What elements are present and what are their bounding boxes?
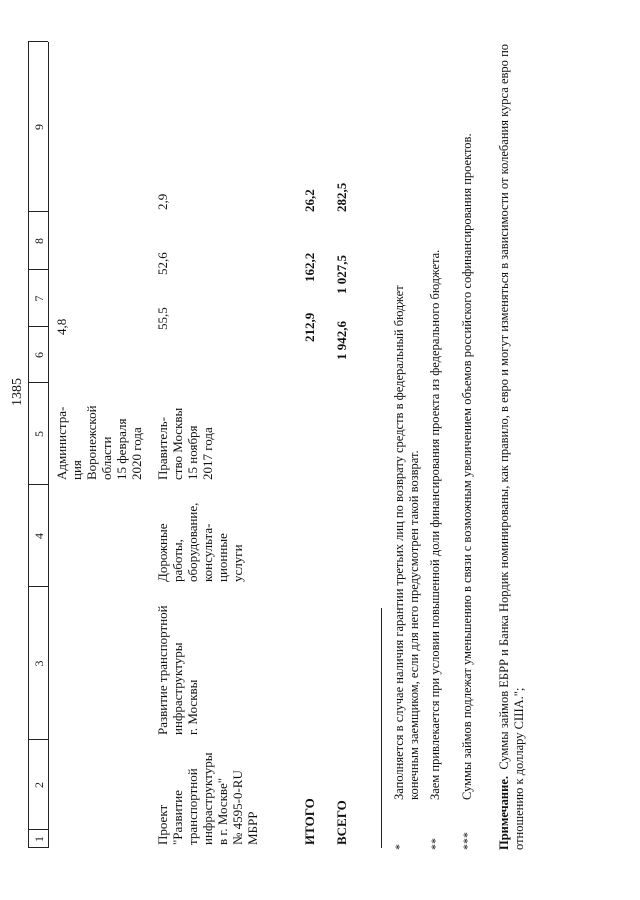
footnote-mark: * [392,844,406,850]
footnote-mark: *** [460,832,474,850]
table-cell-amount: 2,9 [155,193,170,210]
note-paragraph [497,44,527,850]
table-cell-project: Проект "Развитие транспортной инфраструктуры в г. Москве" № 4595-0-RU МБРР [155,752,260,845]
table-cell-borrower: Правитель- ство Москвы 15 ноября 2017 года [155,407,215,480]
column-number: 3 [32,660,46,667]
table-top-border [28,42,29,848]
total-label: ИТОГО [302,798,317,845]
footnote-text: Заполняется в случае наличия гарантии третьих лиц по возврату средств в федеральный бюджет конечным заемщиком, если для него предусмотрен такой возврат. [392,285,421,800]
total-value: 162,2 [302,252,317,282]
total-value: 26,2 [302,189,317,212]
grand-total-value: 282,5 [334,182,349,212]
page-number: 1385 [10,378,25,406]
column-number: 5 [32,431,46,437]
grand-total-value: 1 942,6 [334,321,349,360]
column-number: 8 [32,238,46,244]
total-value: 212,9 [302,312,317,342]
table-cell-amount: 52,6 [155,252,170,275]
column-number: 6 [32,352,46,358]
column-number: 7 [32,295,46,302]
footnote-text: Заем привлекается при условии повышенной доли финансирования проекта из федерального бюджета. [428,249,442,800]
grand-total-label: ВСЕГО [334,800,349,845]
column-number: 1 [32,836,46,842]
table-cell-amount: 4,8 [54,318,69,335]
table-cell-use: Дорожные работы, оборудование, консульта- ционные услуги [155,502,245,582]
column-number: 9 [32,124,46,130]
table-cell-purpose: Развитие транспортной инфраструктуры г. Москвы [155,605,200,735]
footnote-mark: ** [428,838,442,850]
column-number: 4 [32,533,46,539]
table-cell-amount: 55,5 [155,307,170,330]
header-bottom-border [48,42,49,848]
note-text: Суммы займов ЕБРР и Банка Нордик номинированы, как правило, в евро и могут изменяться в зависимости от колебания курса евро по отношению к доллару США."; [497,43,526,850]
footnote-text: Суммы займов подлежат уменьшению в связи с возможным увеличением объемов российского софинансирования проектов. [460,133,474,800]
footnote-separator [381,608,382,848]
table-cell-borrower: Администра- ция Воронежской области 15 февраля 2020 года [54,405,144,480]
column-number: 2 [32,782,46,788]
note-label: Примечание. [497,775,511,850]
grand-total-value: 1 027,5 [334,255,349,294]
